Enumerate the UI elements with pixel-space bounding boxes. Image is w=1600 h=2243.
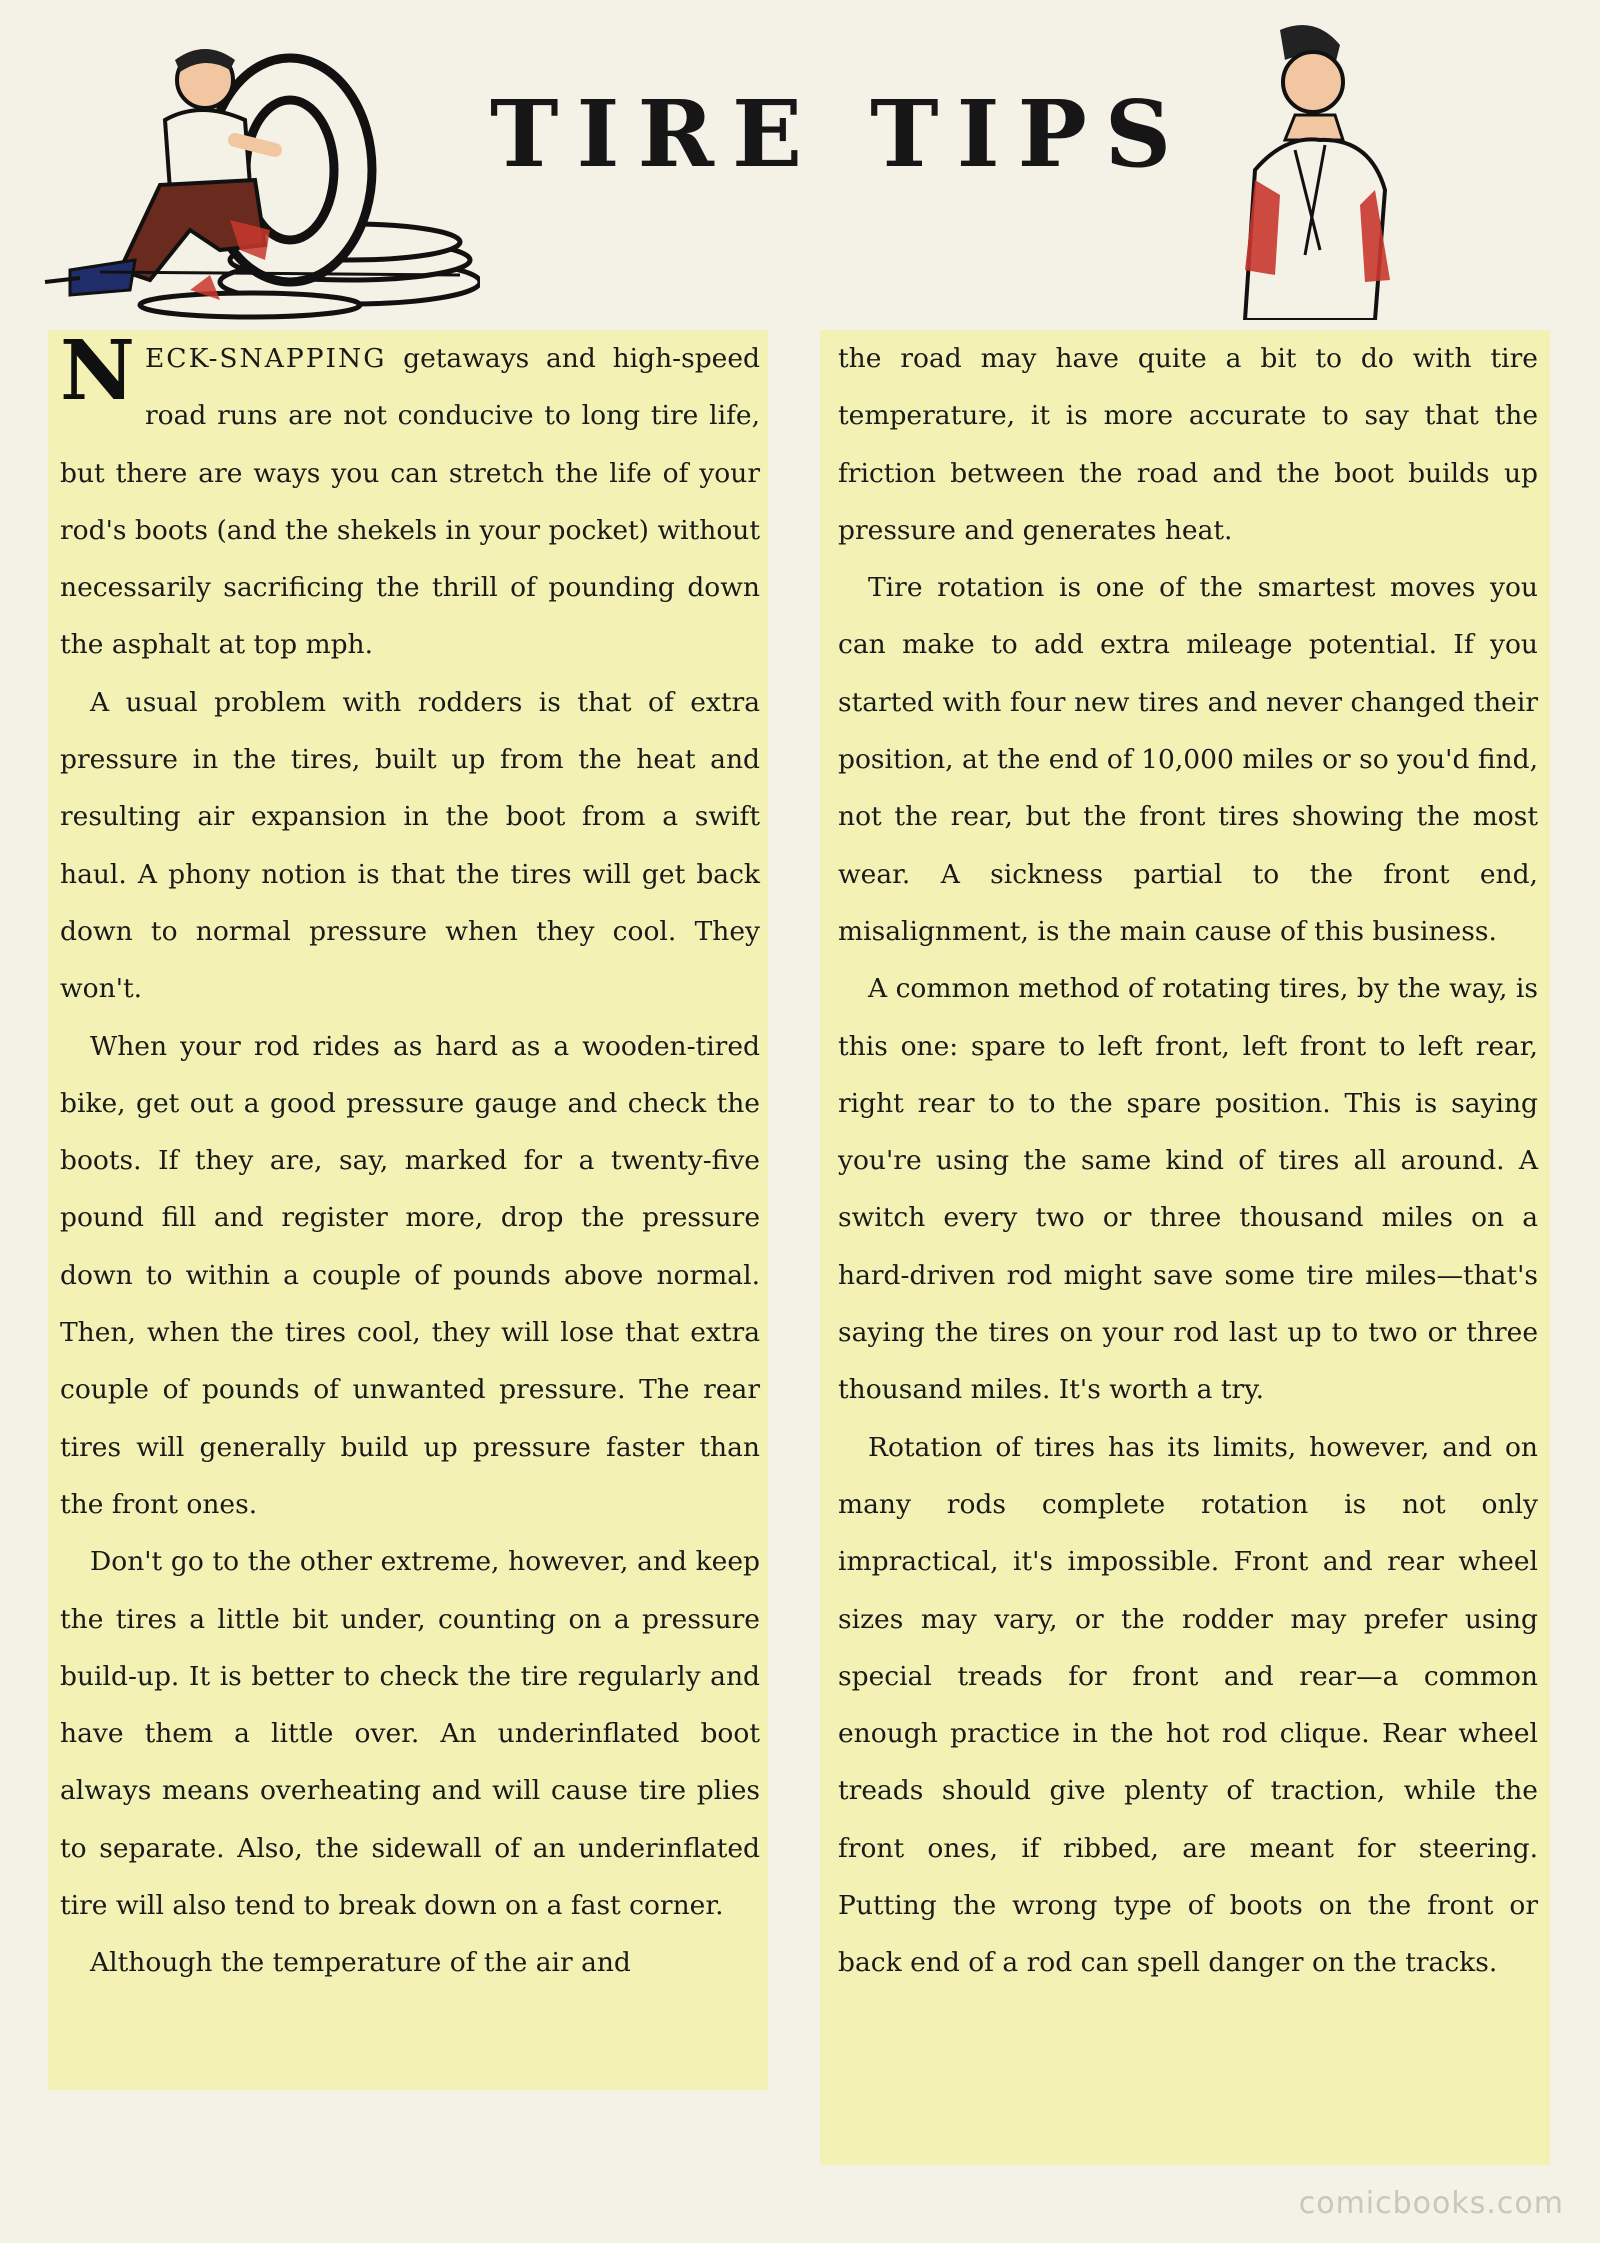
paragraph-7: Tire rotation is one of the smartest moves you can make to add extra mileage potential. If you started with four new tires and never changed their position, at the end of 10,000 miles or so you'd find, not the rear, but the front tires showing the most wear. A sickness partial to the front end, misalignment, is the main cause of this business. bbox=[838, 572, 1538, 947]
mechanic-with-tires-illustration bbox=[40, 20, 480, 320]
paragraph-1 bbox=[60, 323, 760, 674]
paragraph-4: Don't go to the other extreme, however, and keep the tires a little bit under, counting on a pressure build-up. It is better to check the tire regularly and have them a little over. An underinflated boot always means overheating and will cause tire plies to separate. Also, the sidewall of an underinflated tire will also tend to break down on a fast corner. bbox=[60, 1546, 760, 1922]
paragraph-9: Rotation of tires has its limits, however, and on many rods complete rotation is not only impractical, it's impossible. Front and rear wheel sizes may vary, or the rodder may prefer using special treads for front and rear—a common enough practice in the hot rod clique. Rear wheel treads should give plenty of traction, while the front ones, if ribbed, are meant for steering. Putting the wrong type of boots on the front or back end of a rod can spell danger on the tracks. bbox=[838, 1431, 1538, 1979]
paragraph-5: Although the temperature of the air and bbox=[90, 1947, 631, 1979]
right-column bbox=[820, 330, 1550, 2165]
watermark: comicbooks.com bbox=[1298, 2186, 1564, 2221]
paragraph-6: the road may have quite a bit to do with tire temperature, it is more accurate to say that the friction between the road and the boot builds up pressure and generates heat. bbox=[838, 343, 1538, 546]
drop-cap: N bbox=[60, 323, 135, 419]
page-title: TIRE TIPS bbox=[490, 80, 1190, 188]
standing-man-illustration bbox=[1225, 20, 1405, 320]
drop-cap-rest: ECK-SNAPPING bbox=[144, 343, 387, 374]
paragraph-8: A common method of rotating tires, by the way, is this one: spare to left front, left front to left rear, right rear to to the spare position. This is saying you're using the same kind of tires all around. A switch every two or three thousand miles on a hard-driven rod might save some tire miles—that's saying the tires on your rod last up to two or three thousand miles. It's worth a try. bbox=[838, 973, 1538, 1406]
paragraph-1-body: getaways and high-speed road runs are not conducive to long tire life, but there are ways you can stretch the life of your rod's boots (and the shekels in your pocket) without necessarily sacrificing the thrill of pounding down the asphalt at top mph. bbox=[60, 343, 760, 661]
paragraph-3: When your rod rides as hard as a wooden-tired bike, get out a good pressure gauge and check the boots. If they are, say, marked for a twenty-five pound fill and register more, drop the pressure down to within a couple of pounds above normal. Then, when the tires cool, they will lose that extra couple of pounds of unwanted pressure. The rear tires will generally build up pressure faster than the front ones. bbox=[60, 1030, 760, 1520]
header bbox=[0, 0, 1600, 330]
paragraph-2: A usual problem with rodders is that of extra pressure in the tires, built up from the heat and resulting air expansion in the boot from a swift haul. A phony notion is that the tires will get back down to normal pressure when they cool. They won't. bbox=[60, 686, 760, 1005]
left-column bbox=[48, 323, 768, 2090]
